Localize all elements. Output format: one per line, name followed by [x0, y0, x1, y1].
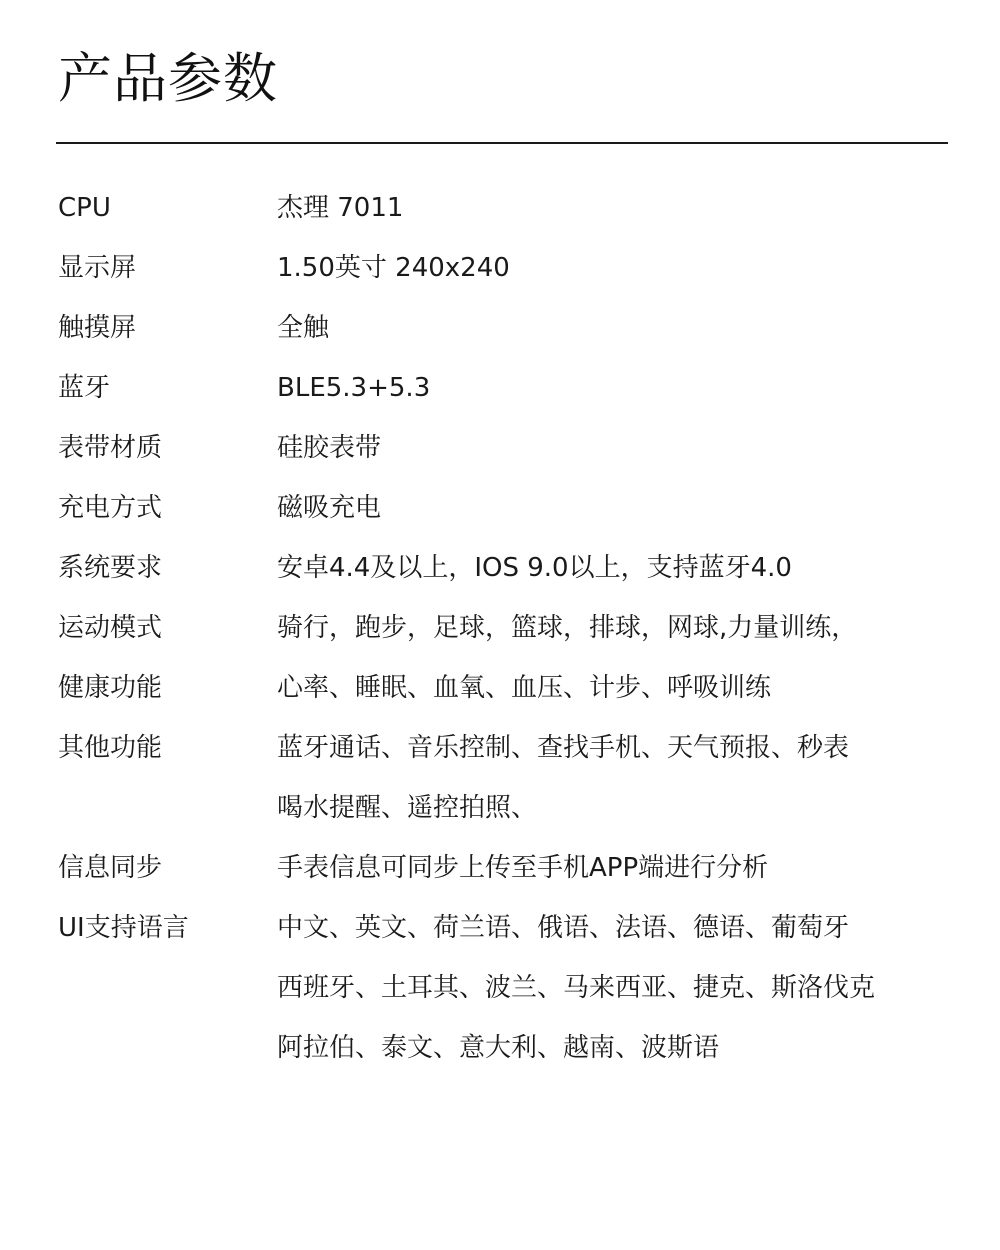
spec-value: 杰理 7011 [277, 193, 404, 223]
spec-row-health-functions [58, 658, 938, 718]
spec-row-cpu [58, 178, 938, 238]
spec-value: 喝水提醒、遥控拍照、 [277, 793, 538, 823]
spec-value: 骑行，跑步，足球，篮球，排球，网球,力量训练， [277, 613, 858, 643]
spec-label: UI支持语言 [58, 913, 189, 943]
spec-row-display [58, 238, 938, 298]
spec-row-other-functions [58, 718, 938, 838]
spec-row-strap-material [58, 418, 938, 478]
spec-values [277, 838, 938, 898]
spec-value: 中文、英文、荷兰语、俄语、法语、德语、葡萄牙 [277, 913, 850, 943]
spec-label: 其他功能 [58, 733, 163, 763]
spec-row-info-sync [58, 838, 938, 898]
spec-value: 全触 [277, 313, 330, 343]
spec-values [277, 478, 938, 538]
spec-values [277, 898, 938, 1078]
title-divider [56, 142, 948, 144]
spec-values [277, 598, 938, 658]
spec-values [277, 538, 938, 598]
spec-value: 硅胶表带 [277, 433, 382, 463]
spec-row-ui-languages [58, 898, 938, 1078]
spec-value: 手表信息可同步上传至手机APP端进行分析 [277, 853, 769, 883]
spec-label: 表带材质 [58, 433, 163, 463]
spec-value: 西班牙、土耳其、波兰、马来西亚、捷克、斯洛伐克 [277, 973, 876, 1003]
spec-values [277, 718, 938, 838]
spec-values [277, 658, 938, 718]
spec-value: 安卓4.4及以上，IOS 9.0以上，支持蓝牙4.0 [277, 553, 792, 583]
spec-row-system-requirements [58, 538, 938, 598]
spec-label: CPU [58, 193, 111, 223]
spec-label: 蓝牙 [58, 373, 111, 403]
spec-value: 磁吸充电 [277, 493, 382, 523]
spec-table [58, 178, 938, 1078]
spec-values [277, 418, 938, 478]
spec-label: 健康功能 [58, 673, 163, 703]
spec-values [277, 238, 938, 298]
spec-row-charging [58, 478, 938, 538]
spec-values [277, 298, 938, 358]
spec-row-bluetooth [58, 358, 938, 418]
spec-values [277, 358, 938, 418]
spec-label: 显示屏 [58, 253, 137, 283]
page-title: 产品参数 [58, 47, 278, 110]
spec-row-sport-modes [58, 598, 938, 658]
spec-label: 触摸屏 [58, 313, 137, 343]
spec-value: 阿拉伯、泰文、意大利、越南、波斯语 [277, 1033, 720, 1063]
spec-value: 心率、睡眠、血氧、血压、计步、呼吸训练 [277, 673, 772, 703]
spec-label: 充电方式 [58, 493, 163, 523]
spec-label: 信息同步 [58, 853, 163, 883]
spec-label: 运动模式 [58, 613, 163, 643]
spec-row-touchscreen [58, 298, 938, 358]
spec-value: BLE5.3+5.3 [277, 373, 431, 403]
spec-value: 1.50英寸 240x240 [277, 253, 510, 283]
spec-values [277, 178, 938, 238]
spec-label: 系统要求 [58, 553, 163, 583]
spec-value: 蓝牙通话、音乐控制、查找手机、天气预报、秒表 [277, 733, 850, 763]
